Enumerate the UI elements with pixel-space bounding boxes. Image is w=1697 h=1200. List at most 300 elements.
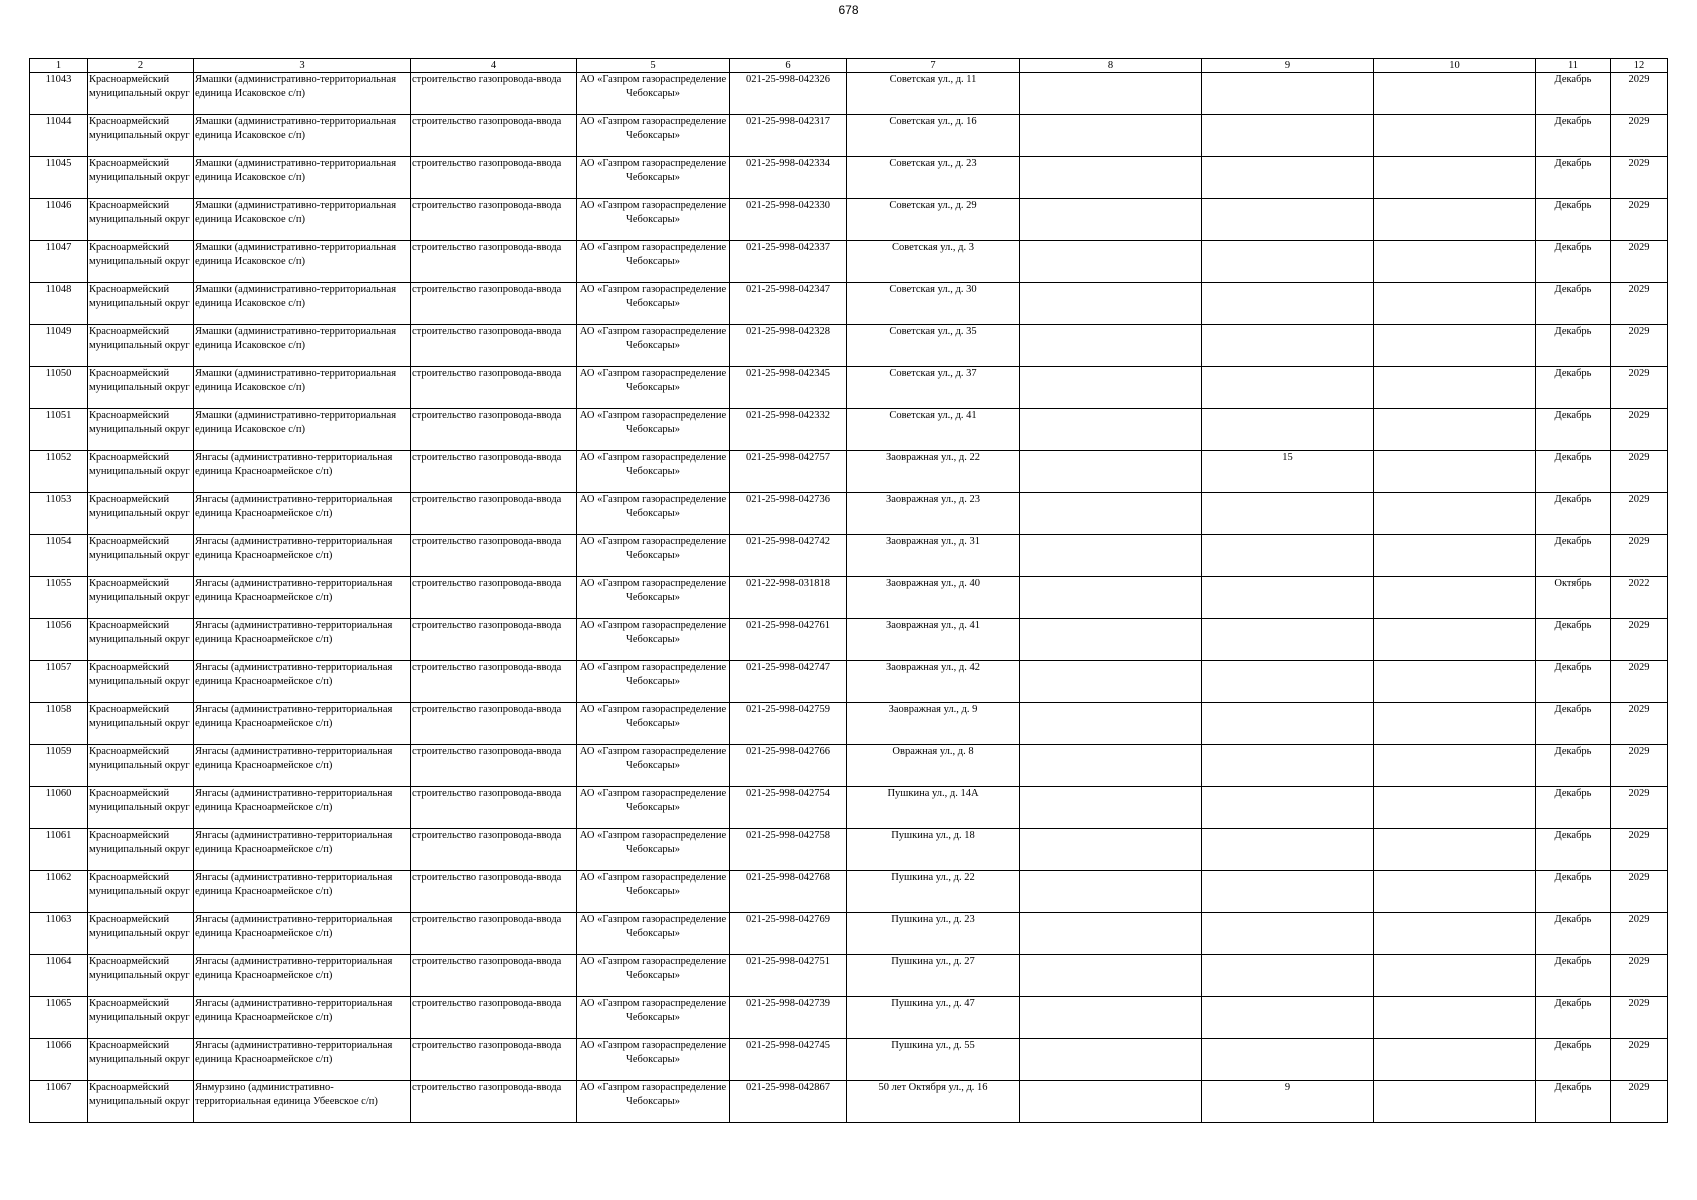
- organization-cell-text: АО «Газпром газораспределение Чебоксары»: [579, 158, 727, 183]
- month-cell-text: Декабрь: [1554, 74, 1592, 85]
- column-header-4: 4: [411, 59, 577, 73]
- row-number: [30, 409, 88, 451]
- row-number-text: 11062: [45, 872, 72, 883]
- address-cell-text: Пушкина ул., д. 55: [891, 1040, 975, 1051]
- column-9-cell-text: [1203, 1039, 1372, 1080]
- year-cell-text: 2029: [1628, 284, 1650, 295]
- district-cell: [88, 1039, 194, 1081]
- district-cell: [88, 157, 194, 199]
- column-8-cell: [1020, 955, 1202, 997]
- organization-cell-text: АО «Газпром газораспределение Чебоксары»: [579, 830, 727, 855]
- address-cell-text: Овражная ул., д. 8: [892, 746, 974, 757]
- address-cell-text: 50 лет Октября ул., д. 16: [878, 1082, 988, 1093]
- organization-cell-text: АО «Газпром газораспределение Чебоксары»: [579, 284, 727, 309]
- district-cell: [88, 199, 194, 241]
- month-cell-text: Декабрь: [1554, 1040, 1592, 1051]
- table-row: [30, 661, 1668, 703]
- district-cell-text: Красноармейский муниципальный округ: [89, 326, 190, 351]
- address-cell: [847, 241, 1020, 283]
- work-type-cell: [411, 871, 577, 913]
- district-cell: [88, 409, 194, 451]
- row-number-text: 11048: [45, 284, 72, 295]
- year-cell-text: 2029: [1628, 326, 1650, 337]
- work-type-cell-text: строительство газопровода-ввода: [412, 914, 562, 925]
- column-9-cell-text: [1203, 283, 1372, 324]
- year-cell: [1611, 157, 1668, 199]
- column-10-cell: [1374, 409, 1536, 451]
- month-cell-text: Декабрь: [1554, 158, 1592, 169]
- object-code-cell: [730, 787, 847, 829]
- column-8-cell: [1020, 703, 1202, 745]
- month-cell: [1536, 703, 1611, 745]
- district-cell: [88, 283, 194, 325]
- locality-cell: [194, 913, 411, 955]
- column-header-10: 10: [1374, 59, 1536, 73]
- column-8-cell: [1020, 367, 1202, 409]
- address-cell: [847, 115, 1020, 157]
- work-type-cell: [411, 367, 577, 409]
- locality-cell-text: Янгасы (административно-территориальная единица Красноармейское с/п): [195, 620, 393, 645]
- locality-cell-text: Янгасы (административно-территориальная единица Красноармейское с/п): [195, 578, 393, 603]
- column-10-cell: [1374, 157, 1536, 199]
- work-type-cell: [411, 73, 577, 115]
- table-row: [30, 619, 1668, 661]
- month-cell-text: Декабрь: [1554, 284, 1592, 295]
- month-cell-text: Декабрь: [1554, 368, 1592, 379]
- address-cell: [847, 661, 1020, 703]
- work-type-cell: [411, 913, 577, 955]
- column-8-cell: [1020, 913, 1202, 955]
- column-8-cell: [1020, 283, 1202, 325]
- column-8-cell: [1020, 115, 1202, 157]
- organization-cell-text: АО «Газпром газораспределение Чебоксары»: [579, 368, 727, 393]
- district-cell: [88, 1081, 194, 1123]
- object-code-cell-text: 021-25-998-042347: [746, 284, 830, 295]
- row-number: [30, 829, 88, 871]
- column-9-cell: [1202, 955, 1374, 997]
- district-cell: [88, 241, 194, 283]
- column-10-cell: [1374, 367, 1536, 409]
- district-cell: [88, 787, 194, 829]
- column-9-cell: [1202, 199, 1374, 241]
- column-10-cell-text: [1375, 451, 1534, 492]
- year-cell-text: 2029: [1628, 452, 1650, 463]
- row-number-text: 11055: [45, 578, 72, 589]
- month-cell-text: Декабрь: [1554, 620, 1592, 631]
- year-cell: [1611, 787, 1668, 829]
- table-row: [30, 451, 1668, 493]
- month-cell: [1536, 913, 1611, 955]
- column-10-cell: [1374, 955, 1536, 997]
- column-9-cell-text: [1203, 157, 1372, 198]
- district-cell-text: Красноармейский муниципальный округ: [89, 1040, 190, 1065]
- work-type-cell-text: строительство газопровода-ввода: [412, 788, 562, 799]
- work-type-cell: [411, 955, 577, 997]
- district-cell-text: Красноармейский муниципальный округ: [89, 452, 190, 477]
- column-8-cell-text: [1021, 619, 1200, 660]
- work-type-cell-text: строительство газопровода-ввода: [412, 536, 562, 547]
- column-8-cell-text: [1021, 955, 1200, 996]
- table-row: [30, 199, 1668, 241]
- year-cell: [1611, 661, 1668, 703]
- month-cell-text: Декабрь: [1554, 914, 1592, 925]
- table-row: [30, 73, 1668, 115]
- object-code-cell-text: 021-25-998-042867: [746, 1082, 830, 1093]
- year-cell: [1611, 829, 1668, 871]
- organization-cell: [577, 1081, 730, 1123]
- organization-cell: [577, 73, 730, 115]
- object-code-cell-text: 021-25-998-042328: [746, 326, 830, 337]
- column-9-cell: [1202, 241, 1374, 283]
- column-10-cell-text: [1375, 1081, 1534, 1122]
- column-10-cell: [1374, 199, 1536, 241]
- column-9-cell-text: 9: [1284, 1082, 1291, 1093]
- district-cell-text: Красноармейский муниципальный округ: [89, 368, 190, 393]
- district-cell: [88, 913, 194, 955]
- column-9-cell-text: [1203, 703, 1372, 744]
- row-number: [30, 199, 88, 241]
- year-cell: [1611, 115, 1668, 157]
- column-10-cell: [1374, 241, 1536, 283]
- row-number: [30, 955, 88, 997]
- work-type-cell-text: строительство газопровода-ввода: [412, 368, 562, 379]
- row-number-text: 11044: [45, 116, 72, 127]
- address-cell-text: Советская ул., д. 37: [889, 368, 977, 379]
- month-cell-text: Октябрь: [1554, 578, 1592, 589]
- object-code-cell-text: 021-22-998-031818: [746, 578, 830, 589]
- column-8-cell-text: [1021, 787, 1200, 828]
- object-code-cell-text: 021-25-998-042326: [746, 74, 830, 85]
- row-number-text: 11063: [45, 914, 72, 925]
- month-cell: [1536, 745, 1611, 787]
- work-type-cell: [411, 787, 577, 829]
- locality-cell-text: Янгасы (административно-территориальная единица Красноармейское с/п): [195, 704, 393, 729]
- organization-cell-text: АО «Газпром газораспределение Чебоксары»: [579, 872, 727, 897]
- organization-cell: [577, 619, 730, 661]
- row-number: [30, 661, 88, 703]
- column-9-cell-text: [1203, 913, 1372, 954]
- object-code-cell-text: 021-25-998-042332: [746, 410, 830, 421]
- year-cell-text: 2029: [1628, 788, 1650, 799]
- address-cell-text: Пушкина ул., д. 23: [891, 914, 975, 925]
- column-9-cell: [1202, 409, 1374, 451]
- column-10-cell-text: [1375, 745, 1534, 786]
- address-cell: [847, 409, 1020, 451]
- year-cell: [1611, 871, 1668, 913]
- column-header-1: 1: [30, 59, 88, 73]
- organization-cell: [577, 115, 730, 157]
- work-type-cell: [411, 409, 577, 451]
- column-9-cell-text: [1203, 871, 1372, 912]
- month-cell-text: Декабрь: [1554, 998, 1592, 1009]
- column-9-cell: [1202, 829, 1374, 871]
- district-cell-text: Красноармейский муниципальный округ: [89, 494, 190, 519]
- address-cell: [847, 913, 1020, 955]
- column-9-cell: [1202, 619, 1374, 661]
- column-9-cell: [1202, 157, 1374, 199]
- row-number: [30, 997, 88, 1039]
- organization-cell-text: АО «Газпром газораспределение Чебоксары»: [579, 998, 727, 1023]
- locality-cell: [194, 871, 411, 913]
- object-code-cell: [730, 955, 847, 997]
- locality-cell: [194, 577, 411, 619]
- column-10-cell-text: [1375, 661, 1534, 702]
- column-10-cell-text: [1375, 283, 1534, 324]
- year-cell: [1611, 1039, 1668, 1081]
- address-cell-text: Советская ул., д. 11: [889, 74, 977, 85]
- column-8-cell: [1020, 451, 1202, 493]
- column-header-7: 7: [847, 59, 1020, 73]
- row-number-text: 11066: [45, 1040, 72, 1051]
- organization-cell: [577, 199, 730, 241]
- month-cell: [1536, 871, 1611, 913]
- district-cell: [88, 661, 194, 703]
- column-10-cell: [1374, 703, 1536, 745]
- work-type-cell-text: строительство газопровода-ввода: [412, 704, 562, 715]
- locality-cell: [194, 367, 411, 409]
- object-code-cell: [730, 703, 847, 745]
- year-cell-text: 2029: [1628, 1040, 1650, 1051]
- column-9-cell-text: [1203, 661, 1372, 702]
- district-cell-text: Красноармейский муниципальный округ: [89, 788, 190, 813]
- month-cell-text: Декабрь: [1554, 662, 1592, 673]
- object-code-cell: [730, 1039, 847, 1081]
- month-cell: [1536, 409, 1611, 451]
- year-cell: [1611, 199, 1668, 241]
- column-10-cell: [1374, 745, 1536, 787]
- column-10-cell: [1374, 535, 1536, 577]
- address-cell: [847, 871, 1020, 913]
- locality-cell-text: Ямашки (административно-территориальная единица Исаковское с/п): [195, 326, 397, 351]
- year-cell: [1611, 913, 1668, 955]
- year-cell-text: 2029: [1628, 830, 1650, 841]
- year-cell: [1611, 535, 1668, 577]
- organization-cell: [577, 745, 730, 787]
- row-number-text: 11049: [45, 326, 72, 337]
- row-number: [30, 619, 88, 661]
- column-10-cell-text: [1375, 619, 1534, 660]
- address-cell: [847, 283, 1020, 325]
- table-row: [30, 787, 1668, 829]
- row-number: [30, 535, 88, 577]
- column-9-cell-text: [1203, 787, 1372, 828]
- row-number: [30, 1039, 88, 1081]
- address-cell-text: Заовражная ул., д. 40: [885, 578, 981, 589]
- column-10-cell-text: [1375, 913, 1534, 954]
- column-9-cell-text: [1203, 367, 1372, 408]
- district-cell: [88, 577, 194, 619]
- row-number: [30, 871, 88, 913]
- data-table: [29, 58, 1668, 1123]
- district-cell: [88, 703, 194, 745]
- work-type-cell: [411, 157, 577, 199]
- row-number-text: 11067: [45, 1082, 72, 1093]
- object-code-cell: [730, 241, 847, 283]
- column-header-3: 3: [194, 59, 411, 73]
- column-8-cell-text: [1021, 703, 1200, 744]
- object-code-cell: [730, 493, 847, 535]
- year-cell: [1611, 577, 1668, 619]
- object-code-cell-text: 021-25-998-042768: [746, 872, 830, 883]
- column-8-cell: [1020, 157, 1202, 199]
- table-row: [30, 1081, 1668, 1123]
- locality-cell: [194, 115, 411, 157]
- object-code-cell-text: 021-25-998-042736: [746, 494, 830, 505]
- organization-cell: [577, 1039, 730, 1081]
- address-cell: [847, 745, 1020, 787]
- locality-cell: [194, 829, 411, 871]
- column-8-cell-text: [1021, 535, 1200, 576]
- column-header-12: 12: [1611, 59, 1668, 73]
- column-9-cell: [1202, 787, 1374, 829]
- district-cell-text: Красноармейский муниципальный округ: [89, 578, 190, 603]
- work-type-cell: [411, 577, 577, 619]
- address-cell: [847, 829, 1020, 871]
- row-number-text: 11060: [45, 788, 72, 799]
- column-8-cell-text: [1021, 829, 1200, 870]
- year-cell: [1611, 325, 1668, 367]
- district-cell-text: Красноармейский муниципальный округ: [89, 746, 190, 771]
- organization-cell: [577, 787, 730, 829]
- work-type-cell: [411, 1039, 577, 1081]
- address-cell-text: Заовражная ул., д. 42: [885, 662, 981, 673]
- table-row: [30, 745, 1668, 787]
- year-cell-text: 2029: [1628, 158, 1650, 169]
- row-number-text: 11047: [45, 242, 72, 253]
- address-cell-text: Заовражная ул., д. 41: [885, 620, 981, 631]
- column-8-cell-text: [1021, 913, 1200, 954]
- locality-cell-text: Ямашки (административно-территориальная единица Исаковское с/п): [195, 74, 397, 99]
- month-cell: [1536, 535, 1611, 577]
- address-cell-text: Советская ул., д. 16: [889, 116, 977, 127]
- district-cell-text: Красноармейский муниципальный округ: [89, 284, 190, 309]
- address-cell-text: Пушкина ул., д. 27: [891, 956, 975, 967]
- month-cell-text: Декабрь: [1554, 788, 1592, 799]
- locality-cell-text: Янгасы (административно-территориальная единица Красноармейское с/п): [195, 830, 393, 855]
- column-8-cell-text: [1021, 1081, 1200, 1122]
- work-type-cell-text: строительство газопровода-ввода: [412, 452, 562, 463]
- locality-cell-text: Ямашки (административно-территориальная единица Исаковское с/п): [195, 200, 397, 225]
- table-row: [30, 913, 1668, 955]
- column-10-cell-text: [1375, 1039, 1534, 1080]
- work-type-cell: [411, 115, 577, 157]
- address-cell: [847, 1081, 1020, 1123]
- work-type-cell-text: строительство газопровода-ввода: [412, 410, 562, 421]
- column-9-cell: [1202, 661, 1374, 703]
- year-cell-text: 2029: [1628, 410, 1650, 421]
- district-cell: [88, 115, 194, 157]
- address-cell: [847, 493, 1020, 535]
- work-type-cell: [411, 199, 577, 241]
- year-cell-text: 2029: [1628, 662, 1650, 673]
- table-row: [30, 871, 1668, 913]
- organization-cell: [577, 283, 730, 325]
- column-8-cell-text: [1021, 1039, 1200, 1080]
- year-cell: [1611, 283, 1668, 325]
- month-cell-text: Декабрь: [1554, 746, 1592, 757]
- column-9-cell: [1202, 913, 1374, 955]
- object-code-cell: [730, 115, 847, 157]
- object-code-cell: [730, 157, 847, 199]
- organization-cell-text: АО «Газпром газораспределение Чебоксары»: [579, 788, 727, 813]
- column-10-cell-text: [1375, 871, 1534, 912]
- organization-cell: [577, 913, 730, 955]
- year-cell-text: 2029: [1628, 242, 1650, 253]
- year-cell-text: 2029: [1628, 872, 1650, 883]
- organization-cell-text: АО «Газпром газораспределение Чебоксары»: [579, 1082, 727, 1107]
- column-10-cell-text: [1375, 241, 1534, 282]
- month-cell: [1536, 241, 1611, 283]
- district-cell: [88, 745, 194, 787]
- column-10-cell: [1374, 283, 1536, 325]
- work-type-cell-text: строительство газопровода-ввода: [412, 326, 562, 337]
- column-9-cell: [1202, 745, 1374, 787]
- month-cell: [1536, 829, 1611, 871]
- column-10-cell-text: [1375, 73, 1534, 114]
- month-cell: [1536, 115, 1611, 157]
- object-code-cell-text: 021-25-998-042739: [746, 998, 830, 1009]
- address-cell-text: Советская ул., д. 23: [889, 158, 977, 169]
- locality-cell: [194, 493, 411, 535]
- column-10-cell: [1374, 619, 1536, 661]
- month-cell: [1536, 283, 1611, 325]
- organization-cell-text: АО «Газпром газораспределение Чебоксары»: [579, 746, 727, 771]
- organization-cell-text: АО «Газпром газораспределение Чебоксары»: [579, 536, 727, 561]
- district-cell-text: Красноармейский муниципальный округ: [89, 872, 190, 897]
- locality-cell: [194, 955, 411, 997]
- table-row: [30, 829, 1668, 871]
- row-number: [30, 1081, 88, 1123]
- row-number-text: 11052: [45, 452, 72, 463]
- year-cell-text: 2029: [1628, 620, 1650, 631]
- organization-cell-text: АО «Газпром газораспределение Чебоксары»: [579, 326, 727, 351]
- column-8-cell-text: [1021, 367, 1200, 408]
- organization-cell: [577, 997, 730, 1039]
- locality-cell-text: Ямашки (административно-территориальная единица Исаковское с/п): [195, 410, 397, 435]
- district-cell: [88, 871, 194, 913]
- object-code-cell: [730, 871, 847, 913]
- column-10-cell-text: [1375, 997, 1534, 1038]
- district-cell: [88, 829, 194, 871]
- year-cell-text: 2029: [1628, 494, 1650, 505]
- column-8-cell: [1020, 535, 1202, 577]
- month-cell: [1536, 493, 1611, 535]
- column-9-cell-text: [1203, 745, 1372, 786]
- month-cell: [1536, 955, 1611, 997]
- month-cell-text: Декабрь: [1554, 536, 1592, 547]
- year-cell-text: 2029: [1628, 368, 1650, 379]
- object-code-cell: [730, 451, 847, 493]
- column-8-cell-text: [1021, 115, 1200, 156]
- column-10-cell: [1374, 73, 1536, 115]
- locality-cell-text: Янмурзино (административно-территориальная единица Убеевское с/п): [195, 1082, 378, 1107]
- column-10-cell: [1374, 913, 1536, 955]
- column-10-cell: [1374, 115, 1536, 157]
- year-cell: [1611, 409, 1668, 451]
- work-type-cell-text: строительство газопровода-ввода: [412, 1082, 562, 1093]
- month-cell: [1536, 199, 1611, 241]
- row-number-text: 11050: [45, 368, 72, 379]
- column-10-cell-text: [1375, 409, 1534, 450]
- column-9-cell: [1202, 115, 1374, 157]
- object-code-cell: [730, 619, 847, 661]
- district-cell-text: Красноармейский муниципальный округ: [89, 242, 190, 267]
- district-cell-text: Красноармейский муниципальный округ: [89, 200, 190, 225]
- address-cell: [847, 703, 1020, 745]
- column-9-cell: [1202, 283, 1374, 325]
- year-cell-text: 2029: [1628, 200, 1650, 211]
- year-cell-text: 2029: [1628, 74, 1650, 85]
